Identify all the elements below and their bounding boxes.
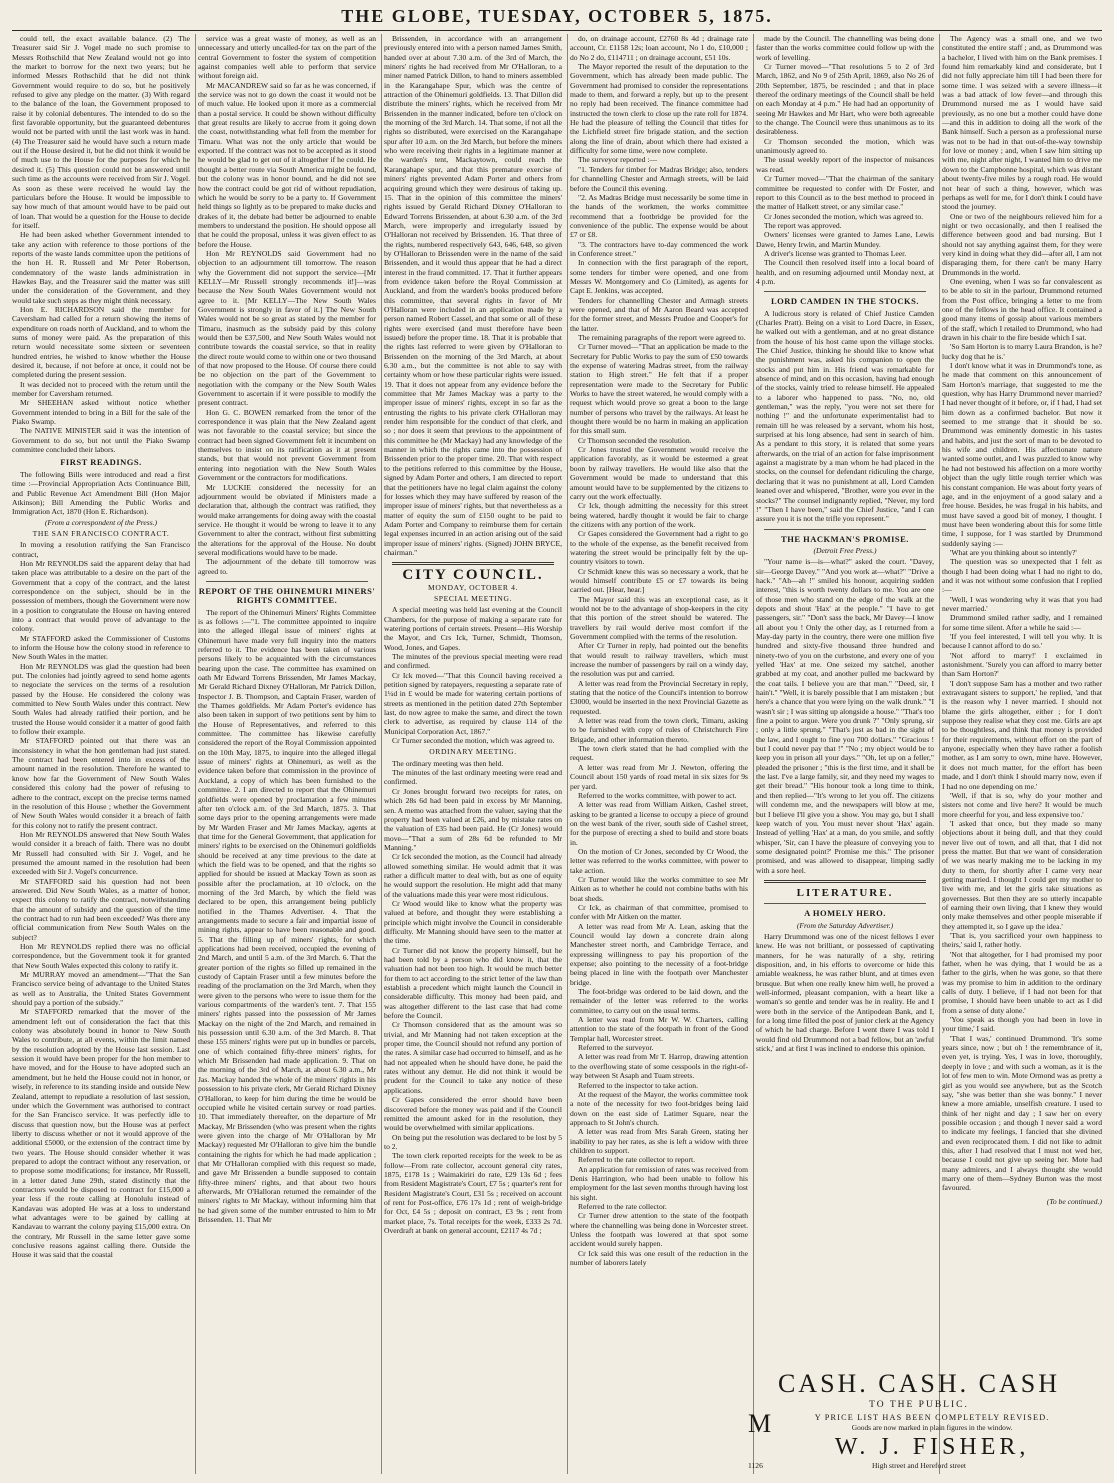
paragraph: 'So Sam Horton is to marry Laura Brandon, is he? lucky dog that he is.'	[942, 342, 1102, 361]
lord-camden-heading: LORD CAMDEN IN THE STOCKS.	[770, 296, 919, 307]
ordinary-meeting-text	[384, 759, 562, 1236]
paragraph: Mr SHEEHAN asked without notice whether Government intended to bring in a Bill for the sale of the Piako Swamp.	[12, 398, 190, 427]
paragraph: Cr Turner moved—"That resolutions 5 to 2 of 3rd March, 1862, and No 9 of 25th April, 1869, also No 26 of 20th September, 1875, be rescinded ; and that in place thereof the ordinary meetings of the Council shall be held on each Monday at 4 p.m." He had had an opportunity of seeing Mr Hawkes and Mr Hart, who were both agreeable to the change. The Council were thus unanimous as to its desirableness.	[756, 62, 934, 137]
san-francisco-heading: THE SAN FRANCISCO CONTRACT.	[32, 528, 170, 538]
homely-hero-text	[756, 932, 934, 1053]
paragraph: Cr Ick moved—"That this Council having received a petition signed by ratepayers, requesting a separate rate of 1¼d in £ would be made for watering certain portions of streets as mentioned in the petition dated 27th September last, do now agree to make the same, and direct the town clerk to advertise, as required by clause 114 of the Municipal Corporation Act, 1867."	[384, 670, 562, 736]
paragraph: 'Well, I was wondering why it was that you had never married.'	[942, 594, 1102, 613]
paragraph: "1. Tenders for timber for Madras Bridge; also, tenders for channelling Chester and Armagh streets, will be laid before the Council this evening.	[570, 164, 748, 193]
paragraph: The Council then resolved itself into a local board of health, and on resuming adjourned until Monday next, at 4 p.m.	[756, 258, 934, 286]
column-divider	[381, 34, 382, 1474]
paragraph: Mr STAFFORD asked the Commissioner of Customs to inform the House how the colony stood in reference to New South Wales in the matter.	[12, 633, 190, 662]
fisher-advertisement	[748, 1370, 1090, 1474]
paragraph: Cr Thomson considered that as the amount was so trivial, and Mr Manning had not taken exception at the proper time, the Council should not refund any portion of the rates. A similar case had occurred to himself, and as he had not appealed when he should have done, he paid the rates without any demur. He did not think it would be prudent for the Council to take any notice of these applications.	[384, 1020, 562, 1095]
column-4	[570, 34, 748, 1474]
hackman-heading: THE HACKMAN'S PROMISE.	[781, 533, 909, 544]
special-meeting-text	[384, 605, 562, 745]
paragraph: Cr Turner seconded the motion, which was agreed to.	[392, 736, 555, 746]
paragraph: He had been asked whether Government intended to take any action with reference to those portions of the reports of the waste lands committee upon the petitions of the hon H. R. Russell and Mr Peter Robertson, condemnatory of the waste lands administration in Hawkes Bay, and the Treasurer said the matter was still under the consideration of the Government, and they would take such steps as they might think necessary.	[12, 230, 190, 305]
paragraph: A special meeting was held last evening at the Council Chambers, for the purpose of making a separate rate for watering portions of certain streets. Present—His Worship the Mayor, and Crs Ick, Turner, Schmidt, Thomson, Wood, Jones, and Gapes.	[384, 605, 562, 652]
paragraph: Cr Turner did not know the property himself, but he had been told by a person who did know it, that the valuation had not been too high. It would be much better for them to act according to the strict letter of the law than establish a precedent which might launch the Council in considerable difficulty. This money had been paid, and was altogether different to the last case that had come before the Council.	[384, 945, 562, 1021]
paragraph: 'Not afford to marry!' I exclaimed in astonishment. 'Surely you can afford to marry better than Sam Horton?'	[942, 650, 1102, 679]
col1-parliament-text	[12, 34, 190, 454]
column-5	[756, 34, 934, 1474]
paragraph: Cr Ick seconded the motion, as the Council had already allowed something similar. He would admit that it was rather a difficult matter to deal with, but as one of equity he would support the resolution. He might add that many of the valuations made this year were most ridiculous.	[384, 852, 562, 899]
paragraph: On being put the resolution was declared to be lost by 5 to 2.	[384, 1132, 562, 1151]
paragraph: 'That is, you sacrificed your own happiness to theirs,' said I, rather hotly.	[942, 931, 1102, 950]
column-divider	[753, 34, 754, 1474]
paragraph: Hon Mr REYNOLDS said Government had no objection to an adjournment till tomorrow. The reason why the Government did not support the service—[Mr KELLY—Mr Russell strongly recommends it!]—was because the New South Wales Government would not agree to it. [Mr KELLY—The New South Wales Government is strongly in favor of it.] The New South Wales would not be so great as stated by the member for Timaru, inasmuch as the subsidy paid by this colony would then be £37,500, and New South Wales would not contribute towards the coastal service, so that in reality the direct route would come to within one or two thousand of that now proposed to the House. Of course there could be no objection on the part of the Government to negotiation with the company or the New South Wales Government to ascertain if it were possible to modify the present contract.	[198, 248, 376, 408]
paragraph: One or two of the neighbours relieved him for a night or two occasionally, and then I realised the difference between good and bad nursing. But I should not say anything against them, for they were very kind in doing what they did—after all, I am not disparaging them, for there can't be many Harry Drummonds in the world.	[942, 211, 1102, 277]
paragraph: The Mayor reported the result of the deputation to the Government, which has already been made public. The Government had promised to consider the representations made to them, and forward a reply, but up to the present no reply had been received. The finance committee had instructed the town clerk to close up the rate roll for 1874. He had the pleasure of telling the Council that titles for the Lichfield street fire brigade station, and the section along the line of drain, about which there had existed a difficulty for some time, were now complete.	[570, 62, 748, 156]
ad-cash-heading: CASH. CASH. CASH	[777, 1369, 1061, 1398]
paragraph: In moving a resolution ratifying the San Francisco contract,	[12, 540, 190, 559]
paragraph: Cr Thomson seconded the resolution.	[578, 435, 692, 445]
literature-heading: LITERATURE.	[796, 886, 894, 899]
paragraph: Cr Turner drew attention to the state of the footpath where the channelling was being done in Worcester street. Unless the footpath was lowered at that spot some accident would surely happen.	[570, 1211, 748, 1249]
san-francisco-text	[12, 540, 190, 1259]
paragraph: 'That I was,' continued Drummond. 'It's some years since, now ; but oh ! the remembrance of it, even yet, is trying. Yes, I was in love, thoroughly, deeply in love ; and with such a woman, as it is the lot of few men to win. Mote Ormond was as pretty a girl as you would see anywhere, but as the Scotch say, "she was better than she was bonny." I never knew a more amiable, unselfish creature. I used to think of her night and day ; I saw her on every possible occasion ; and though I never said a word to indicate my feelings, I fancied that she divined and even reciprocated them. I did not like to admit this, after I had resolved that I must not wed her, because I could not give up seeing her. Mote had many admirers, and I always thought she would marry one of them—Sydney Burton was the most favoured.	[942, 1033, 1102, 1193]
ad-price-list-text: Y PRICE LIST HAS BEEN COMPLETELY REVISED.	[814, 1413, 1050, 1422]
paragraph: In connection with the first paragraph of the report, some tenders for timber were opened, and one from Messrs W. Montgomery and Co (Limited), as agents for Capt E. Jenkins, was accepted.	[570, 258, 748, 296]
ad-address: High street and Hereford street	[871, 1461, 967, 1470]
section-rule	[764, 291, 926, 292]
paragraph: made by the Council. The channelling was being done faster than the works committee could follow up with the work of levelling.	[756, 34, 934, 62]
ad-code: 1126	[748, 1461, 763, 1470]
paragraph: A letter was read from the town clerk, Timaru, asking to be furnished with copy of rules of Christchurch Fire Brigade, and other information thereto.	[570, 716, 748, 744]
paragraph: The report was approved.	[764, 220, 842, 230]
ordinary-meeting-heading: ORDINARY MEETING.	[429, 747, 517, 757]
ad-to-the-public: TO THE PUBLIC.	[869, 1400, 969, 1410]
paragraph: Cr Gapes considered the Government had a right to go to the whole of the expense, as the benefit received from watering the street would be principally felt by the up-country visitors to town.	[570, 529, 748, 567]
paragraph: A letter was read from Mr T. Harrop, drawing attention to the overflowing state of some cesspools in the right-of-way between St Asaph and Tuam streets.	[570, 1052, 748, 1081]
paragraph: Referred to the works committee, with power to act.	[578, 790, 737, 800]
paragraph: At the request of the Mayor, the works committee took a note of the necessity for two foot-bridges being laid down on the east side of Latimer Square, near the approach to St John's church.	[570, 1089, 748, 1127]
paragraph: A driver's license was granted to Thomas Leer.	[764, 248, 907, 258]
paragraph: Mr LUCKIE considered the necessity for an adjournment would be obviated if Ministers made a declaration that, although the contract was ratified, they would make arrangements for doing away with the coastal service. He thought it would be wrong to leave it to any Government to alter the contract, without first submitting the alterations for the approval of the House. No doubt several modifications would have to be made.	[198, 482, 376, 557]
paragraph: Cr Turner would like the works committee to see Mr Aitken as to whether he could not combine baths with his boat sheds.	[570, 874, 748, 903]
paragraph: It was decided not to proceed with the return until the member for Caversham returned.	[12, 379, 190, 399]
paragraph: Harry Drummond was one of the nicest fellows I ever knew. He was not brilliant, or possessed of captivating manners, for he was naturally of a shy, retiring disposition, and, in his efforts to overcome or hide this amiable weakness, he was rather blunt, and at times even brusque. But when one really knew him well, he proved a well-informed, pleasant companion, with a heart like a woman's so gentle and tender was he in reality. He and I were both in the service of the Antipodean Bank, and I, for a long time filled the post of junior clerk at the Agency of which he had charge. Before I went there I was told I would find old Drummond not a bad fellow, but an 'awful stick,' and at first I was inclined to endorse this opinion.	[756, 931, 934, 1054]
paragraph: 'I asked that once, but they made so many objections about it being dull, and that they could never live out of town, and all that, that I did not press the matter. But that we want of consideration of we was nearly making me to be lacking in my duty to them, for shortly after I came very near getting married. I thought I could get my mother to live with me, and let the girls take situations as governesses. But then they are so utterly incapable of earning their own living, that I knew they would only make themselves and other people miserable if they attempted it, so I gave up the idea.'	[942, 818, 1102, 931]
paragraph: Referred to the rate collector to report.	[578, 1155, 696, 1165]
column-6	[942, 34, 1102, 1364]
paragraph: On the motion of Cr Jones, seconded by Cr Wood, the letter was referred to the works committee, with power to take action.	[570, 846, 748, 875]
col4-council-continued	[570, 34, 748, 1267]
paragraph: Cr Thomson seconded the motion, which was unanimously agreed to.	[756, 136, 934, 156]
paragraph: Hon Mr REYNOLDS answered that New South Wales would consider it a breach of faith. There was no doubt Mr Russell had consulted with Sir J. Vogel, and he presumed the amount named in the resolution had been exceeded with Sir J. Vogel's concurrence.	[12, 829, 190, 877]
paragraph: Tenders for channelling Chester and Armagh streets were opened, and that of Mr Aaron Beard was accepted for the former street, and Messrs Prudoe and Cooper's for the latter.	[570, 295, 748, 333]
col3-report-continued	[384, 34, 562, 557]
column-divider	[195, 34, 196, 1474]
section-rule	[764, 903, 926, 904]
paragraph: Cr Ick said this was one result of the reduction in the number of laborers lately	[570, 1248, 748, 1268]
homely-hero-source: (From the Saturday Advertiser.)	[796, 920, 894, 930]
paragraph: 'Not that altogether, for I had promised my poor father, when he was dying, that I would be as a father to the girls, when he was gone, so that there was my promise to him in addition to the ordinary calls of duty. I believe, if I had not been for that promise, I should have been unable to act as I did from a sense of duty alone.'	[942, 949, 1102, 1015]
paragraph: Cr Ick, though admitting the necessity for this street being watered, hardly thought it would be fair to charge the citizens with any portion of the work.	[570, 501, 748, 529]
paragraph: 'You speak as though you had been in love in your time,' I said.	[942, 1015, 1102, 1034]
paragraph: Cr Wood would like to know what the property was valued at before, and thought they were establishing a principle which might involve the Council in considerable difficulty. Mr Manning should have seen to the matter at the time.	[384, 898, 562, 946]
column-2	[198, 34, 376, 1474]
ad-dropcap: M	[748, 1409, 773, 1438]
hackman-text	[756, 557, 934, 875]
paragraph: A ludicrous story is related of Chief Justice Camden (Charles Pratt). Being on a visit to Lord Dacre, in Essex, he walked out with a gentleman, and at no great distance from the house of his host came upon the village stocks. The Chief Justice, thinking he should like to know what the punishment was, asked his companion to open the stocks and put him in. His friend was remarkable for absence of mind, and on this occasion, having had enough of the stocks, vainly tried to release himself. He appealed to a laborer who happened to pass. "No, no, old gentleman," was the reply, "you were not set there for nothing !" and the unfortunate experimentalist had to remain till he was released by a servant, whom his host, surprised at his long absence, had sent in search of him. As a pendant to this story, it is related that some years afterwards, on the trial of an action for false imprisonment against a magistrate by a man whom he had placed in the stocks, on the counsel for defendant ridiculing the charge, declaring that it was no punishment at all, Lord Camden leaned over and whispered, "Brother, were you ever in the stocks?" The counsel indignantly replied, "Never, my lord !" "Then I have been," said the Chief Justice, "and I can assure you it is not the trifle you represent."	[756, 308, 934, 524]
paragraph: Cr Jones trusted the Government would receive the application favorably, as it would be esteemed a great boon by railway travellers. He would like also that the Government would be made to understand that this amount would have to be supplemented by the citizens to carry out the work effectually.	[570, 445, 748, 501]
paragraph: Mr MACANDREW said so far as he was concerned, if the service was not to go down the coast it would not be of much value. He looked upon it more as a commercial than a postal service. It could be shown without difficulty that great results are likely to accrue from it going down the coast, notwithstanding what fell from the member for Timaru. What was not the only article that would be exported. If the contract was not to be accepted as it stood he would be glad to get out of it altogether if he could. He thought a better route via South America might be found, but the colony was in honor bound, and he did not see how the contract could be got rid of without repudiation, which he would be sorry to be a party to. If Government held things so lightly as to be prepared to make ducks and drakes of it, the debate had better be adjourned to enable members to understand the position. He should oppose all that he could the proposal, unless it was given effect to as before the House.	[198, 80, 376, 249]
column-3	[384, 34, 562, 1474]
section-rule	[764, 880, 926, 883]
paragraph: "2. As Madras Bridge must necessarily be some time in the hands of the workmen, the works committee recommend that a footbridge be provided for the convenience of the public. The expense would be about £7 or £8.	[570, 192, 748, 240]
paragraph: One evening, when I was so far convalescent as to be able to sit in the parlour, Drummond returned from the Post office, bringing a letter to me from one of the fellows in the head office. It contained a good many items of gossip about various members of the staff, which I retailed to Drummond, who had drawn in his chair to the fire beside which I sat.	[942, 276, 1102, 342]
special-meeting-heading: SPECIAL MEETING.	[433, 593, 513, 603]
ohinemuri-report-text	[198, 608, 376, 1225]
paragraph: Hon Mr REYNOLDS was glad the question had been put. The colonies had jointly agreed to send home agents to negociate the services on the terms of a resolution passed by the House. He considered the colony was committed to New South Wales under this contract. New South Wales had already ratified their portion, and he trusted the House would consider it a matter of good faith to follow their example.	[12, 661, 190, 737]
paragraph: Cr Turner moved—"That an application be made to the Secretary for Public Works to pay the sum of £50 towards the expense of watering Madras street, from the railway station to High street." He felt that if a proper representation were made to the Secretary for Public Works to have the street watered, he would comply with a request which would prove so great a boon to the large number of persons who travel by the railways. At least he thought there would be no harm in making an application for this small sum.	[570, 342, 748, 436]
paragraph: 'If you feel interested, I will tell you why. It is because I cannot afford to do so.'	[942, 632, 1102, 651]
first-readings-heading: FIRST READINGS.	[60, 457, 142, 468]
hackman-source: (Detroit Free Press.)	[813, 545, 877, 555]
paragraph: The question was so unexpected that I felt as though I had been doing what I had no right to do, and it was not without some confusion that I replied :—	[942, 557, 1102, 595]
paragraph: Mr STAFFORD remarked that the mover of the amendment left out of consideration the fact that this colony was absolutely bound in honor to New South Wales to contribute, at all events, within the limit named by the resolution adopted by the House last session. Last session it would have been proper for the hon member to have moved, and for the House to have adopted such an amendment, but he held the House could not in honor, or wisely, in reference to its standing inside and outside New Zealand, attempt to repudiate a resolution of last session, under which the Government was authorised to contract for the San Francisco service. It was perfectly idle to discuss that question now, but the House was at perfect liberty to discuss whether or not it would approve of the additional £5000, or the extension of the contract time by two years. The House should consider whether it was prepared to adopt the contract without any reservation, or to propose some modifications; for instance, Mr Russell, in a letter dated June 29th, stated distinctly that the contractors would be disposed to contract for £15,000 a year less if the route calling at Honolulu instead of Kandavau was adopted He was at a loss to understand what advantages were to be gained by calling at Kandavau to warrant the colony paying £15,000 extra. On the contrary, Mr Russell in the same letter gave some conclusive reasons against calling there. Outside the House it was said that the coastal	[12, 1007, 190, 1260]
to-be-continued: (To be continued.)	[1046, 1196, 1102, 1206]
paragraph: Hon Mr REYNOLDS said the apparent delay that had taken place was attributable to a desire on the part of the Government that a copy of the contract, and the latest correspondence on the subject, should be in the possession of members, though the Government were now in a position to congratulate the House on having entered into a contract that would prove of advantage to the colony.	[12, 558, 190, 634]
correspondent-note: (From a correspondent of the Press.)	[44, 517, 158, 527]
paragraph: Cr Jones brought forward two receipts for rates, on which 28s 6d had been paid in excess by Mr Manning, sen. A memo was attached from the valuer, saying that the property had been valued at £26, and by mistake rates on the valuation of £35 had been paid. He (Cr Jones) would move—"That a sum of 28s 6d be refunded to Mr Manning."	[384, 786, 562, 852]
masthead: THE GLOBE, TUESDAY, OCTOBER 5, 1875.	[341, 6, 773, 26]
paragraph: The foot-bridge was ordered to be laid down, and the remainder of the letter was referred to the works committee, to carry out on the usual terms.	[570, 987, 748, 1015]
paragraph: 'I don't suppose Sam has a mother and two rather extravagant sisters to support,' he replied, 'and that is the reason why I never married. I should not blame the girls altogether, either ; for I don't suppose they realise what they cost me. Girls are apt to be thoughtless, and think that money is provided for their requirements, without effort on the part of anyone, especially when they have rather a foolish mother, as I am sorry to own, mine have. However, it does not much matter, for the effort has been made, and I don't think I should marry now, even if I had no one depending on me.'	[942, 678, 1102, 791]
paragraph: Cr Ick, as chairman of that committee, promised to confer with Mr Aitken on the matter.	[570, 902, 748, 922]
paragraph: The usual weekly report of the inspector of nuisances was read.	[756, 155, 934, 174]
paragraph: do, on drainage account, £2760 8s 4d ; drainage rate account, Cr. £1158 12s; loan account, No 1 do, £10,000 ; do No 2 do, £114711 ; on drainage account, £51 10s.	[570, 34, 748, 62]
paragraph: The ordinary meeting was then held.	[392, 758, 504, 768]
paragraph: A letter was read from Mrs Sarah Green, stating her inability to pay her rates, as she is left a widow with three children to support.	[570, 1127, 748, 1155]
paragraph: Hon Mr REYNOLDS replied there was no official correspondence, but the Government took it for granted that New South Wales expected this colony to ratify it.	[12, 942, 190, 970]
paragraph: The NATIVE MINISTER said it was the intention of Government to do so, but not until the Piako Swamp committee concluded their labors.	[12, 426, 190, 455]
col5-council-end	[756, 34, 934, 286]
first-readings-text: The following Bills were introduced and read a first time :—Provincial Appropriation Acts Continuance Bill, and Public Revenue Act Amendment Bill (Hon Major Atkinson); Bill Amending the Public Works and Immigration Act, 1870 (Hon E. Richardson).	[12, 469, 190, 517]
paragraph: Referred to the surveyor.	[578, 1043, 654, 1053]
paragraph: Cr Schmidt knew this was so necessary a work, that he would himself contribute £5 or £7 towards its being carried out. [Hear, hear.]	[570, 566, 748, 595]
section-rule	[206, 581, 368, 582]
paragraph: Brissenden, in accordance with an arrangement previously entered into with a person named James Smith, handed over at about 7.30 a.m. of the 3rd of March, the miners' rights he had received from Mr O'Halloran, to a miner named Patrick Dillon, to hand to miners assembled in the Karangahape Spur, which was the centre of attraction of the Ohinemuri goldfields. 13. That Dillon did distribute the miners' rights, which he received from Mr Brissenden in the manner indicated, before ten o'clock on the morning of the 3rd March. 14. That some, if not all the rights so distributed, were exercised on the Karangahape spur after 10 a.m. on the 3rd March, but before the miners who were receiving their rights in a legitimate manner at the warden's tent, Mackaytown, could reach the Karangahape spur, and that this premature exercise of miners' rights prevented Adam Porter and others from acquiring ground which they were desirous of taking up. 15. That in the opinion of this committee the miners' rights issued by Gerald Richard Dixney O'Halloran to Edward Torrens Brissenden, at about 6.30 a.m. of the 3rd March, were improperly and irregularly issued by O'Halloran not received by Brissenden. 16. That three of the rights, numbered respectively 643, 646, 648, so given by O'Halloran to Brissenden were in the name of the said Brissenden, and it would thus appear that he had a direct interest in the fraud committed. 17. That it further appears from evidence taken before the Royal Commission at Auckland, and from the warden's books produced before this committee, that several rights in favor of Mr O'Halloran were included in an application made by a person named Robert Cassel, and that some or all of these rights were exercised (and must therefore have been issued) before the proper time. 18. That it is probable that the rights last referred to were given by O'Halloran to Brissenden on the morning of the 3rd March, at about 6.30 a.m., but the committee is not able to say with certainty whom or how these particular rights were issued. 19. That it does not appear from any evidence before the committee that Mr James Mackay was a party to the improper issue of miners' rights, except in so far as the entrusting the rights to his private clerk O'Halloran may render him responsible for the conduct of that clerk, and so ; nor does it seem that previous to the appointment of this committee he (Mr Mackay) had any knowledge of the manner in which the rights came into the possession of Brissenden prior to the proper time. 20. That with respect to the petitions referred to this committee by the House, signed by Adam Porter and others, I am directed to report that the petitioners have no legal claim against the colony for losses which they may have suffered by reason of the improper issue of miners' rights, but that nevertheless as a matter of equity the sum of £150 ought to be paid to Adam Porter and Company to reimburse them for certain legal expenses incurred in an action arising out of the said improper issue of miners' rights. (Signed) JOHN BRYCE, chairman."	[384, 34, 562, 557]
paragraph: I don't know what it was in Drummond's tone, as he made that comment on this announcement of Sam Horton's marriage, that suggested to me the question, why has Harry Drummond never married? I had never thought of it before, or, if I had, I had set him down as a confirmed bachelor. But now it seemed to me strange that it should be so. Drummond was eminently domestic in his tastes and habits, and just the sort of man to be devoted to his wife and children. His affectionate nature wanted some outlet, and I was puzzled to know why he had not bestowed his affection on a more worthy object than the ugly little rough terrier which was his constant companion. He was about forty years of age, and in the enjoyment of a good salary and a free house. Besides, he was frugal in his habits, and must have saved a good bit of money, I thought. I must have been wondering about this for some little time, I suppose, for I was startled by Drummond suddenly saying :—	[942, 361, 1102, 548]
paragraph: Hon E. RICHARDSON said the member for Caversham had called for a return showing the items of expenditure on roads north of Auckland, and to whom the sums of money were paid. As the preparation of this return would necessitate some sixteen or seventeen hundred entries, he wished to know whether the House desired it, because, if not before at once, it could not be completed during the present session.	[12, 304, 190, 380]
section-rule	[392, 562, 554, 565]
paragraph: Hon G. C. BOWEN remarked from the tenor of the correspondence it was plain that the New Zealand agent was not favorable to the coastal service; but since the contract had been signed Government felt it incumbent on themselves to insist on its ratification as it at present stands, but that would not prevent Government from entering into negotiation with the New South Wales Government or the contractors for modifications.	[198, 407, 376, 483]
ad-merchant-name: W. J. FISHER,	[834, 1434, 1030, 1460]
paragraph: Mr STAFFORD said his question had not been answered. Did New South Wales, as a matter of honor, expect this colony to ratify the contract, notwithstanding that the amount of subsidy and the question of the time the contract had to run had been exceeded? Was there any official communication from New South Wales on the subject?	[12, 876, 190, 942]
paragraph: A letter was read from Mr A. Lean, asking that the Council would lay down a concrete drain along Manchester street north, and Cambridge Terrace, and expressing willingness to pay his proportion of the expense; also pointing to the necessity of a foot-bridge being placed in line with the footpath over Manchester bridge.	[570, 921, 748, 987]
ohinemuri-report-heading: REPORT OF THE OHINEMURI MINERS' RIGHTS COMMITTEE.	[198, 585, 376, 606]
paragraph: A letter was read from Mr W. W. Charters, calling attention to the state of the footpath in front of the Good Templar hall, Worcester street.	[570, 1015, 748, 1043]
col2-debate-text	[198, 34, 376, 576]
paragraph: Cr Jones seconded the motion, which was agreed to.	[764, 211, 924, 221]
paragraph: Mr STAFFORD pointed out that there was an inconsistency in what the hon gentleman had just stated. The contract had been entered into in excess of the amount named in the resolution. Therefore he wanted to know how far the Government of New South Wales considered this colony had the power of refusing to adhere to the contract, except on the precise terms named in the resolution of this House ; whether the Government of New South Wales would consider it a breach of faith for this colony not to ratify the present contract.	[12, 736, 190, 830]
paragraph: Mr MURRAY moved an amendment—"That the San Francisco service being of advantage to the United States as well as to Australia, the United States Government should pay a portion of the subsidy."	[12, 970, 190, 1008]
column-divider	[939, 34, 940, 1474]
paragraph: The town clerk reported receipts for the week to be as follow—From rate collector, account general city rates, 1875, £178 1s ; Waimakiriri do rate, £29 13s 6d ; fees from Resident Magistrate's Court, £7 5s ; quarter's rent for Resident Magistrate's Court, £31 5s ; received on account of rent for Post-office, £76 17s 1d ; rent of weigh-bridge for Oct, £4 5s ; deposit on contract, £3 9s ; rent from market place, 7s. Total receipts for the week, £333 2s 7d. Overdraft at bank on general account, £2117 4s 7d ;	[384, 1151, 562, 1235]
ad-goods-note: Goods are now marked in plain figures in the window.	[851, 1423, 1013, 1432]
paragraph: A letter was read from the Provincial Secretary in reply, stating that the notice of the Council's intention to borrow £3000, would be inserted in the next Provincial Gazette as requested.	[570, 678, 748, 716]
city-council-date: MONDAY, OCTOBER 4.	[428, 582, 518, 592]
paragraph: The report of the Ohinemuri Miners' Rights Committee is as follows :—"1. The committee appointed to inquire into the alleged illegal issue of miners' rights at Ohinemuri have made very full inquiry into the matters referred to it. The evidence has been taken of various persons likely to be acquainted with the circumstances bearing upon the case. The committee has examined on oath Mr Edward Torrens Brissenden, Mr James Mackay, Mr Gerald Richard Dixney O'Halloran, Mr Patrick Dillon, Inspector J. B. Thompson, and Captain Fraser, warden of the Thames goldfields. Mr Adam Porter's evidence has also been taken in support of two petitions sent by him to the House of Representatives, and referred to this committee. The committee has likewise carefully considered the report of the Royal Commission appointed on the 10th May, 1875, to inquire into the alleged illegal issue of miners' rights at Ohinemuri, as well as the evidence taken before that commission in the province of Auckland, a copy of which has been furnished to the committee. 2. I am directed to report that the Ohinemuri goldfields were opened by proclamation a few minutes after ten o'clock a.m. of the 3rd March, 1875. 3. That some days prior to the opening arrangements were made by Mr Warden Fraser and Mr James Mackay, agents at that time for the General Government, that application for miners' rights to be exercised on the Ohinemuri goldfields should be received at any time previous to the date at which the field was to be opened, and that the rights so applied for should be issued at Mackay Town as soon as possible after the proclamation, at 10 o'clock, on the morning of the 3rd March, by which the field was declared to be open, this arrangement being publicly notified in the Thames Advertiser. 4. That the arrangements made to secure a fair and impartial issue of mining rights, appear to have been reasonable and good. 5. That the filling up of miners' rights, for which applications had been received, occupied the evening of 2nd March, and until 5 a.m. of the 3rd March. 6. That the greater portion of the rights so filled up remained in the custody of Captain Fraser until a few minutes before the reading of the proclamation on the 3rd March, when they were given to the persons who were to issue them for the various compartments of the warden's tent. 7. That 155 miners' rights passed into the possession of Mr James Mackay on the night of the 2nd March, and remained in his possession until 6.30 a.m. of the 3rd March. 8. That these 155 miners' rights were put up in bundles or parcels, one of which contained fifty-three miners' rights, for which Mr Brissenden had made application. 9. That on the morning of the 3rd of March, at about 6.30 a.m., Mr Jas. Mackay handed the whole of the miners' rights in his possession to his private clerk, Mr Gerald Richard Dixney O'Halloran, to keep for him during the time he would be occupied while he visited certain survey or road parties. 10. That immediately thereafter, on the departure of Mr Mackay, Mr Brissenden (who was present when the rights were given into the charge of Mr O'Halloran by Mr Mackay) requested Mr O'Halloran to give him the bundle containing the rights for which he had made application ; that Mr O'Halloran complied with this request so made, and gave Mr Brissenden a bundle supposed to contain fifty-three miners' rights, and that about two hours afterwards, Mr O'Halloran returned the remainder of the miners' rights to Mr Mackay, without informing him that he had given some of the number entrusted to him to Mr Brissenden. 11. That Mr	[198, 607, 376, 1224]
paragraph: Cr Turner moved—"That the chairman of the sanitary committee be requested to confer with Dr Foster, and report to this Council as to the best method to proceed in the matter of Halkett street, or any similar case."	[756, 174, 934, 212]
paragraph: Cr Gapes considered the error should have been discovered before the money was paid and if the Council remitted the amount asked for in the resolution, they would be overwhelmed with similar applications.	[384, 1095, 562, 1133]
paragraph: The surveyor reported :—	[578, 155, 658, 165]
col6-homely-hero-continued	[942, 34, 1102, 1193]
paragraph: The remaining paragraphs of the report were agreed to.	[578, 333, 746, 342]
paragraph: The minutes of the last ordinary meeting were read and confirmed.	[384, 768, 562, 787]
city-council-heading: CITY COUNCIL.	[402, 567, 544, 584]
section-rule	[764, 529, 926, 530]
paragraph: "3. The contractors have to-day commenced the work in Conference street."	[570, 239, 748, 258]
newspaper-columns	[12, 34, 1102, 1474]
paragraph: The Mayor said this was an exceptional case, as it would not be to the advantage of shop-keepers in the city that this portion of the street should be watered. The travellers by rail would derive most comfort if the Government complied with the terms of the resolution.	[570, 594, 748, 641]
paragraph: Referred to the inspector to take action.	[578, 1080, 698, 1090]
paragraph: could tell, the exact available balance. (2) The Treasurer said Sir J. Vogel made no such promise to Messrs Rothschild that New Zealand would not go into the market to borrow for the next two years; but he informed Messrs Rothschild that he did not think Government would require to do so, but he positively refused to give any pledge on the matter. (3) With regard to the balance of the loan, the Government proposed to raise it by colonial debentures. The intended to do so the first favorable opportunity, but the guaranteed debentures would not be parted with until the last work was in hand. (4) The Treasurer said he would have such a return made out if the House desired it, but he did not think it would be of much use to the House for the purposes for which he desired it. (5) This question could not be answered until such time as the accounts were received from Sir J. Vogel. As soon as these were received he would lay the particulars before the House. It would be impossible to say how much of that amount would have to be paid out of loan. That would be a question for the House to decide for itself.	[12, 34, 190, 230]
homely-hero-heading: A HOMELY HERO.	[804, 908, 886, 919]
paragraph: The minutes of the previous special meeting were read and confirmed.	[384, 652, 562, 671]
paragraph: Owners' licenses were granted to James Lane, Lewis Dawe, Henry Irwin, and Martin Mundey.	[756, 230, 934, 249]
column-1	[12, 34, 190, 1474]
masthead-rule	[12, 30, 1102, 31]
paragraph: The town clerk stated that he had complied with the request.	[570, 744, 748, 763]
paragraph: "Your name is—is—what?" asked the court. "Davey, sir—George Davey." "And you work at—what?" "Drive a hack." "Ah—ah !" smiled his honour, acquiring sudden interest, "this is worth twenty dollars to me. You are one of those men who stand on the edge of the walk at the depots and shout 'Hax' at the people." "I have to get passengers, sir." "Don't sass the back, Mr Davey—I know all about you ! Only the other day, as I returned from a May-day party in the country, there were one million five hundred and sixty-five thousand three hundred and ninety-two of you on the curbstone, and every one of you yelled 'Hax' at me. One seized my satchel, another grabbed at my coat, and another pulled me backward by the coat tails. I believe you are that man." "Deed, sir, I hain't." "Well, it is barely possible that I am mistaken ; but here's a chance that you were lying on the walk drunk." "I wasn't sir ; I was sitting up alongside a house." "That's too fine a point to argue. Were you drunk ?" "Only sprung, sir ; only a little sprung." "That's just as bad in the sight of the law, and I ought to fine you 700 dollars." "Gracious ! but I could never pay that !" "No ; my object would be to keep you in prison all your days." "Oh, let up on a feller," pleaded the prisoner ; "this is the first time, and it shall be the last. I've a large family, sir, and they need my wages to get their bread." "His honour took a long time to think, and then replied—"It's wrong to let you off. The citizens will condemn me, and the newspapers will blow at me, but I believe I'll give you a show. You may go, but I shall keep watch of you. You must never shout 'Hax' again. Instead of yelling 'Hax' at a man, do you smile, and softly whisper, 'Sir, can I have the pleasure of conveying you to some designated point?' Promise me this." The prisoner promised, and was allowed to disappear, limping sadly with a sore heel.	[756, 557, 934, 875]
paragraph: The Agency was a small one, and we two constituted the entire staff ; and, as Drummond was a bachelor, I lived with him on the Bank premises. I found him remarkably kind and considerate, but I did not fully appreciate him till I had been there for some time. I was seized with a severe illness—it was a bad attack of low fever—and through this Drummond nursed me as I would have said previously, as no one but a mother could have done—and this in addition to doing all the work of the Bank himself. Such a person as a professional nurse was not to be had in that out-of-the-way township for love or money ; and, when I saw him sitting up with me, night after night, I wanted him to drive me down to the Campbonne hospital, which was distant about twenty-five miles by a rough road. He would not hear of such a thing, however, which was perhaps as well for me, for I don't think I could have stood the journey.	[942, 34, 1102, 212]
paragraph: The adjournment of the debate till tomorrow was agreed to.	[198, 557, 376, 576]
lord-camden-text	[756, 309, 934, 524]
column-divider	[567, 34, 568, 1474]
paragraph: 'Well, if that is so, why do your mother and sisters not come and live here? It would be much more cheerful for you, and less expensive too.'	[942, 790, 1102, 819]
paragraph: 'What are you thinking about so intently?'	[950, 547, 1077, 557]
paragraph: After Cr Turner in reply, had pointed out the benefits that would result to railway travellers, which must increase the number of passengers by rail on a windy day, the resolution was put and carried.	[570, 641, 748, 679]
paragraph: A letter was read from Mr J. Newton, offering the Council about 150 yards of road metal in six sizes for 9s per yard.	[570, 762, 748, 791]
paragraph: A letter was read from William Aitken, Cashel street, asking to be granted a license to occupy a piece of ground on the west bank of the river, south side of Cashel street, for the purpose of erecting a shed to build and store boats in.	[570, 800, 748, 847]
paragraph: Referred to the rate collector.	[578, 1201, 667, 1211]
paragraph: An application for remission of rates was received from Denis Harrington, who had been unable to follow his employment for the last seven months through having lost his sight.	[570, 1164, 748, 1202]
paragraph: service was a great waste of money, as well as an unnecessary and utterly uncalled-for tax on the part of the central Government to foster the system of competition against companies well able to perform that service without foreign aid.	[198, 34, 376, 81]
paragraph: Drummond smiled rather sadly, and I remained for some time silent. After a while he said :—	[942, 613, 1102, 632]
